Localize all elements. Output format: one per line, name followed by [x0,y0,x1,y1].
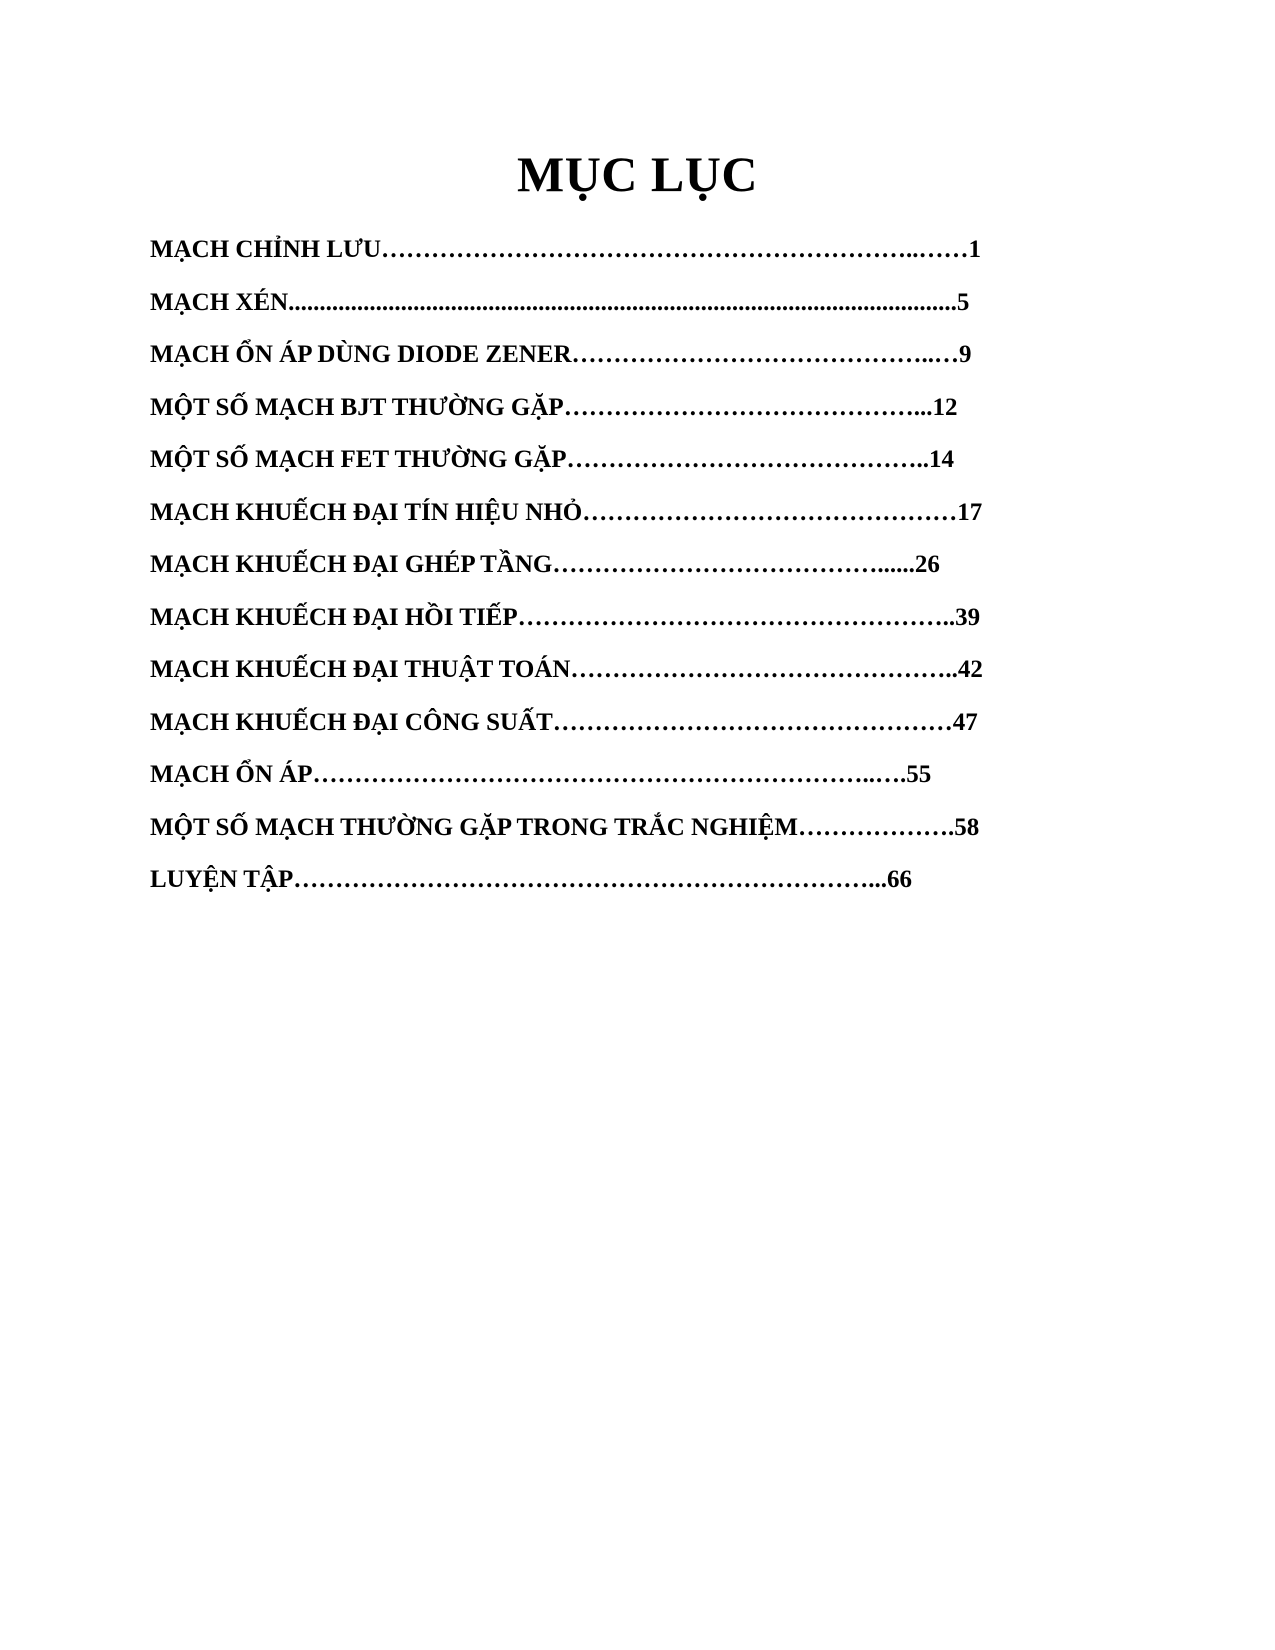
toc-entry-mach-on-ap-diode-zener: MẠCH ỔN ÁP DÙNG DIODE ZENER……………………………………..…9 [150,341,972,368]
toc-entry-khuech-dai-tin-hieu-nho: MẠCH KHUẾCH ĐẠI TÍN HIỆU NHỎ………………………………………17 [150,498,983,526]
toc-entry-khuech-dai-cong-suat: MẠCH KHUẾCH ĐẠI CÔNG SUẤT…………………………………………47 [150,708,978,736]
toc-entry-mach-chinh-luu: MẠCH CHỈNH LƯU………………………………………………………..……1 [150,236,982,263]
page-title: MỤC LỤC [517,146,758,202]
toc-entry-trac-nghiem: MỘT SỐ MẠCH THƯỜNG GẶP TRONG TRẮC NGHIỆM……………….58 [150,813,980,841]
toc-entry-mach-xen: MẠCH XÉN...........................................................................................................5 [150,288,970,316]
toc-entry-khuech-dai-thuat-toan: MẠCH KHUẾCH ĐẠI THUẬT TOÁN………………………………………..42 [150,656,983,683]
toc-entry-mach-bjt: MỘT SỐ MẠCH BJT THƯỜNG GẶP……………………………………...12 [150,393,958,421]
toc-entry-khuech-dai-ghep-tang: MẠCH KHUẾCH ĐẠI GHÉP TẦNG…………………………………......26 [150,551,940,578]
table-of-contents [150,224,1150,907]
toc-entry-mach-on-ap: MẠCH ỔN ÁP…………………………………………………………..….55 [150,761,932,788]
toc-entry-mach-fet: MỘT SỐ MẠCH FET THƯỜNG GẶP……………………………………..14 [150,446,954,473]
toc-entry-khuech-dai-hoi-tiep: MẠCH KHUẾCH ĐẠI HỒI TIẾP……………………………………………..39 [150,603,981,631]
toc-entry-luyen-tap: LUYỆN TẬP……………………………………………………………...66 [150,866,913,893]
